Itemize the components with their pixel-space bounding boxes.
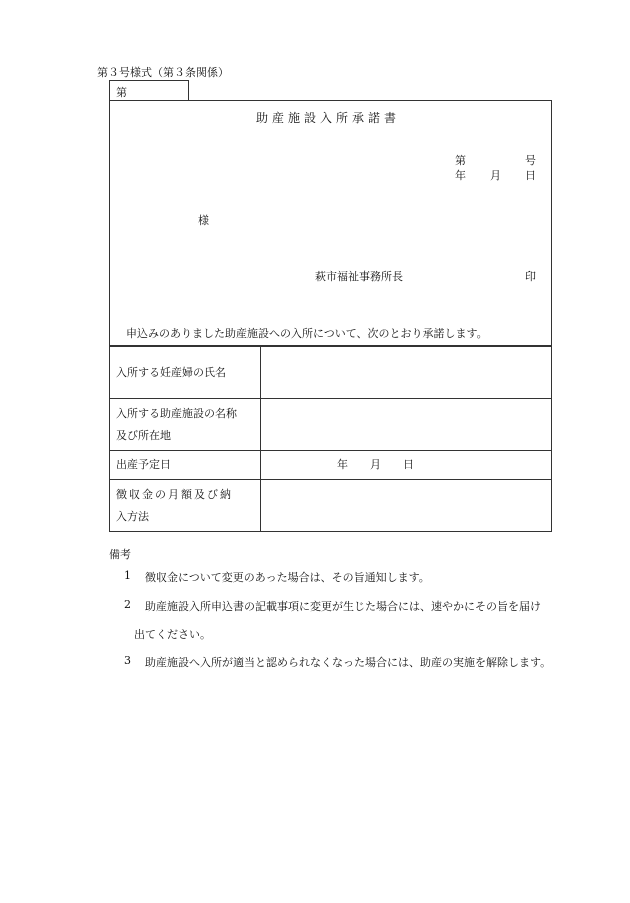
- date-day: 日: [525, 169, 536, 182]
- table-row-value: [261, 347, 552, 399]
- table-row-value: [261, 480, 552, 532]
- date-year: 年: [455, 169, 466, 182]
- table-row: [110, 480, 552, 532]
- table-row-label: 入所する助産施設の名称 及び所在地: [110, 399, 261, 451]
- document-number-prefix: 第: [116, 86, 127, 99]
- document-title: 助産施設入所承諾書: [256, 111, 401, 125]
- note-text: 徴収金について変更のあった場合は、その旨通知します。: [145, 571, 430, 584]
- approval-notice-box: [109, 100, 552, 346]
- note-text: 助産施設へ入所が適当と認められなくなった場合には、助産の実施を解除します。: [145, 656, 552, 669]
- note-text: 助産施設入所申込書の記載事項に変更が生じた場合には、速やかにその旨を届け: [145, 600, 541, 613]
- table-row: [110, 347, 552, 399]
- note-number: 3: [124, 654, 131, 667]
- table-row-label: 徴収金の月額及び納 入方法: [110, 480, 261, 532]
- doc-number-suffix: 号: [525, 154, 536, 167]
- doc-number-prefix: 第: [455, 154, 466, 167]
- form-number-label: 第３号様式（第３条関係）: [97, 66, 229, 79]
- due-date-value: 年 月 日: [261, 451, 552, 480]
- table-row: [110, 399, 552, 451]
- note-number: 1: [124, 569, 131, 582]
- table-row: [110, 451, 552, 480]
- table-row-value: [261, 399, 552, 451]
- table-row-label: 出産予定日: [110, 451, 261, 480]
- notes-title: 備考: [109, 548, 131, 561]
- table-row-label: 入所する妊産婦の氏名: [110, 347, 261, 399]
- details-table: [109, 346, 552, 532]
- document-number-box: [109, 80, 189, 100]
- seal-mark: 印: [525, 270, 536, 283]
- approval-statement: 申込みのありました助産施設への入所について、次のとおり承諾します。: [126, 327, 488, 340]
- note-number: 2: [124, 598, 131, 611]
- addressee-suffix: 様: [198, 214, 209, 227]
- issuer-name: 萩市福祉事務所長: [315, 270, 403, 283]
- date-month: 月: [490, 169, 501, 182]
- note-continuation: 出てください。: [134, 628, 211, 641]
